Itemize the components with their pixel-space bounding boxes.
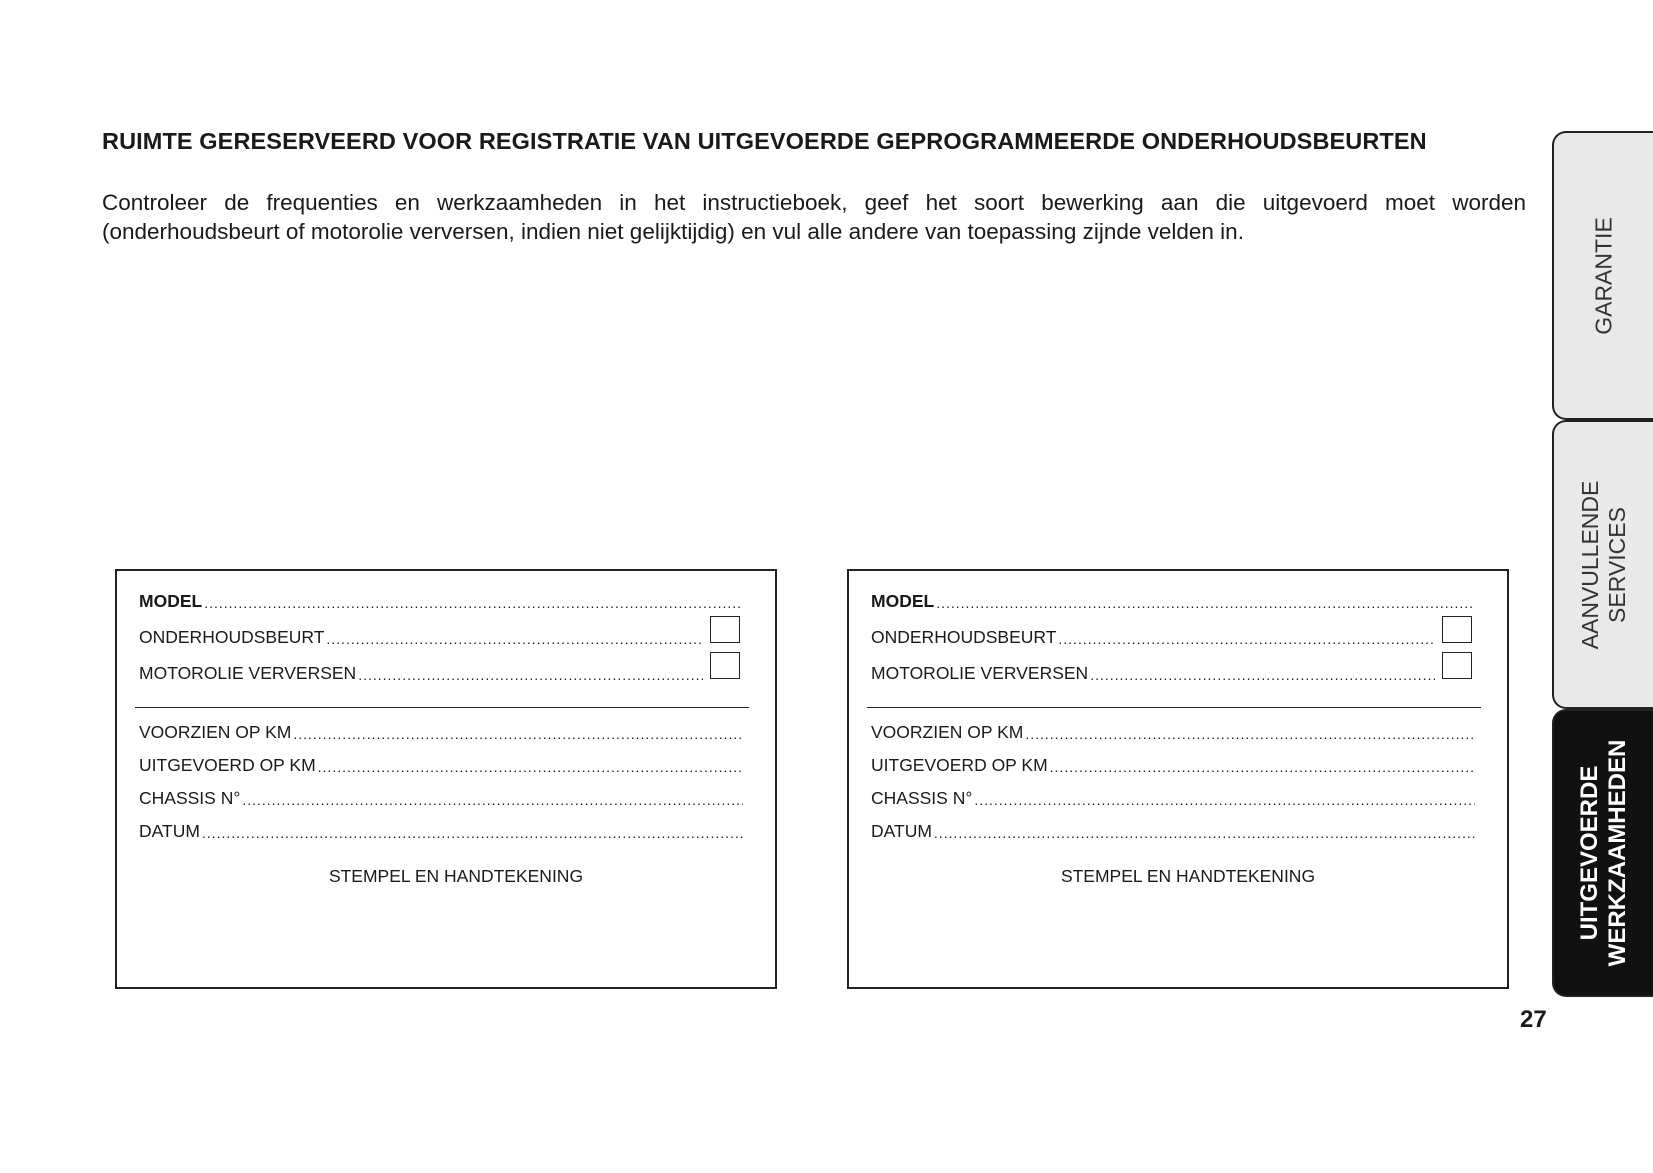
uitgevoerd-field[interactable]: [871, 753, 1475, 775]
dotted-line: [318, 759, 743, 775]
motorolie-checkbox[interactable]: [1442, 652, 1472, 679]
dotted-line: [936, 595, 1475, 611]
dotted-line: [1050, 759, 1475, 775]
tab-uitgevoerde-werkzaamheden[interactable]: [1552, 709, 1653, 997]
voorzien-field[interactable]: [139, 720, 743, 742]
datum-field[interactable]: [139, 819, 743, 841]
onderhoudsbeurt-label: ONDERHOUDSBEURT: [139, 627, 325, 647]
maintenance-record-card-2: [847, 569, 1509, 989]
onderhoudsbeurt-checkbox[interactable]: [710, 616, 740, 643]
tab-aanvullende-services[interactable]: [1552, 420, 1653, 709]
motorolie-label: MOTOROLIE VERVERSEN: [871, 663, 1089, 683]
model-field[interactable]: [139, 589, 743, 611]
dotted-line: [293, 726, 743, 742]
dotted-line: [358, 667, 703, 683]
uitgevoerd-field[interactable]: [139, 753, 743, 775]
dotted-line: [1025, 726, 1475, 742]
motorolie-field: [139, 661, 703, 683]
dotted-line: [204, 595, 743, 611]
dotted-line: [974, 792, 1475, 808]
chassis-field[interactable]: [871, 786, 1475, 808]
model-label: MODEL: [139, 591, 203, 611]
maintenance-record-card-1: [115, 569, 777, 989]
dotted-line: [1058, 631, 1435, 647]
uitgevoerd-label: UITGEVOERD OP KM: [871, 755, 1048, 775]
dotted-line: [242, 792, 743, 808]
motorolie-checkbox[interactable]: [710, 652, 740, 679]
voorzien-field[interactable]: [871, 720, 1475, 742]
page-title: RUIMTE GERESERVEERD VOOR REGISTRATIE VAN UITGEVOERDE GEPROGRAMMEERDE ONDERHOUDSBEURTEN: [102, 128, 1427, 154]
onderhoudsbeurt-label: ONDERHOUDSBEURT: [871, 627, 1057, 647]
onderhoudsbeurt-field: [871, 625, 1435, 647]
stamp-signature-label: STEMPEL EN HANDTEKENING: [1060, 866, 1316, 886]
onderhoudsbeurt-checkbox[interactable]: [1442, 616, 1472, 643]
datum-label: DATUM: [139, 821, 200, 841]
model-label: MODEL: [871, 591, 935, 611]
voorzien-label: VOORZIEN OP KM: [139, 722, 292, 742]
tab-label: UITGEVOERDE WERKZAAMHEDEN: [1576, 739, 1631, 967]
motorolie-field: [871, 661, 1435, 683]
dotted-line: [1090, 667, 1435, 683]
model-field[interactable]: [871, 589, 1475, 611]
tab-label: GARANTIE: [1590, 216, 1617, 335]
dotted-line: [326, 631, 703, 647]
chassis-field[interactable]: [139, 786, 743, 808]
voorzien-label: VOORZIEN OP KM: [871, 722, 1024, 742]
datum-field[interactable]: [871, 819, 1475, 841]
uitgevoerd-label: UITGEVOERD OP KM: [139, 755, 316, 775]
intro-paragraph: Controleer de frequenties en werkzaamheden in het instructieboek, geef het soort bewerking aan die uitgevoerd moet worden (onderhoudsbeurt of motorolie verversen, indien niet gelijktijdig) en vul alle andere van toepassing zijnde velden in.: [102, 190, 1526, 244]
chassis-label: CHASSIS N°: [139, 788, 241, 808]
stamp-signature-label: STEMPEL EN HANDTEKENING: [328, 866, 584, 886]
onderhoudsbeurt-field: [139, 625, 703, 647]
divider: [867, 707, 1481, 708]
divider: [135, 707, 749, 708]
tab-label: AANVULLENDE SERVICES: [1577, 480, 1630, 649]
dotted-line: [934, 825, 1475, 841]
page-number: 27: [1520, 1006, 1547, 1033]
dotted-line: [202, 825, 743, 841]
chassis-label: CHASSIS N°: [871, 788, 973, 808]
tab-garantie[interactable]: [1552, 131, 1653, 420]
motorolie-label: MOTOROLIE VERVERSEN: [139, 663, 357, 683]
datum-label: DATUM: [871, 821, 932, 841]
